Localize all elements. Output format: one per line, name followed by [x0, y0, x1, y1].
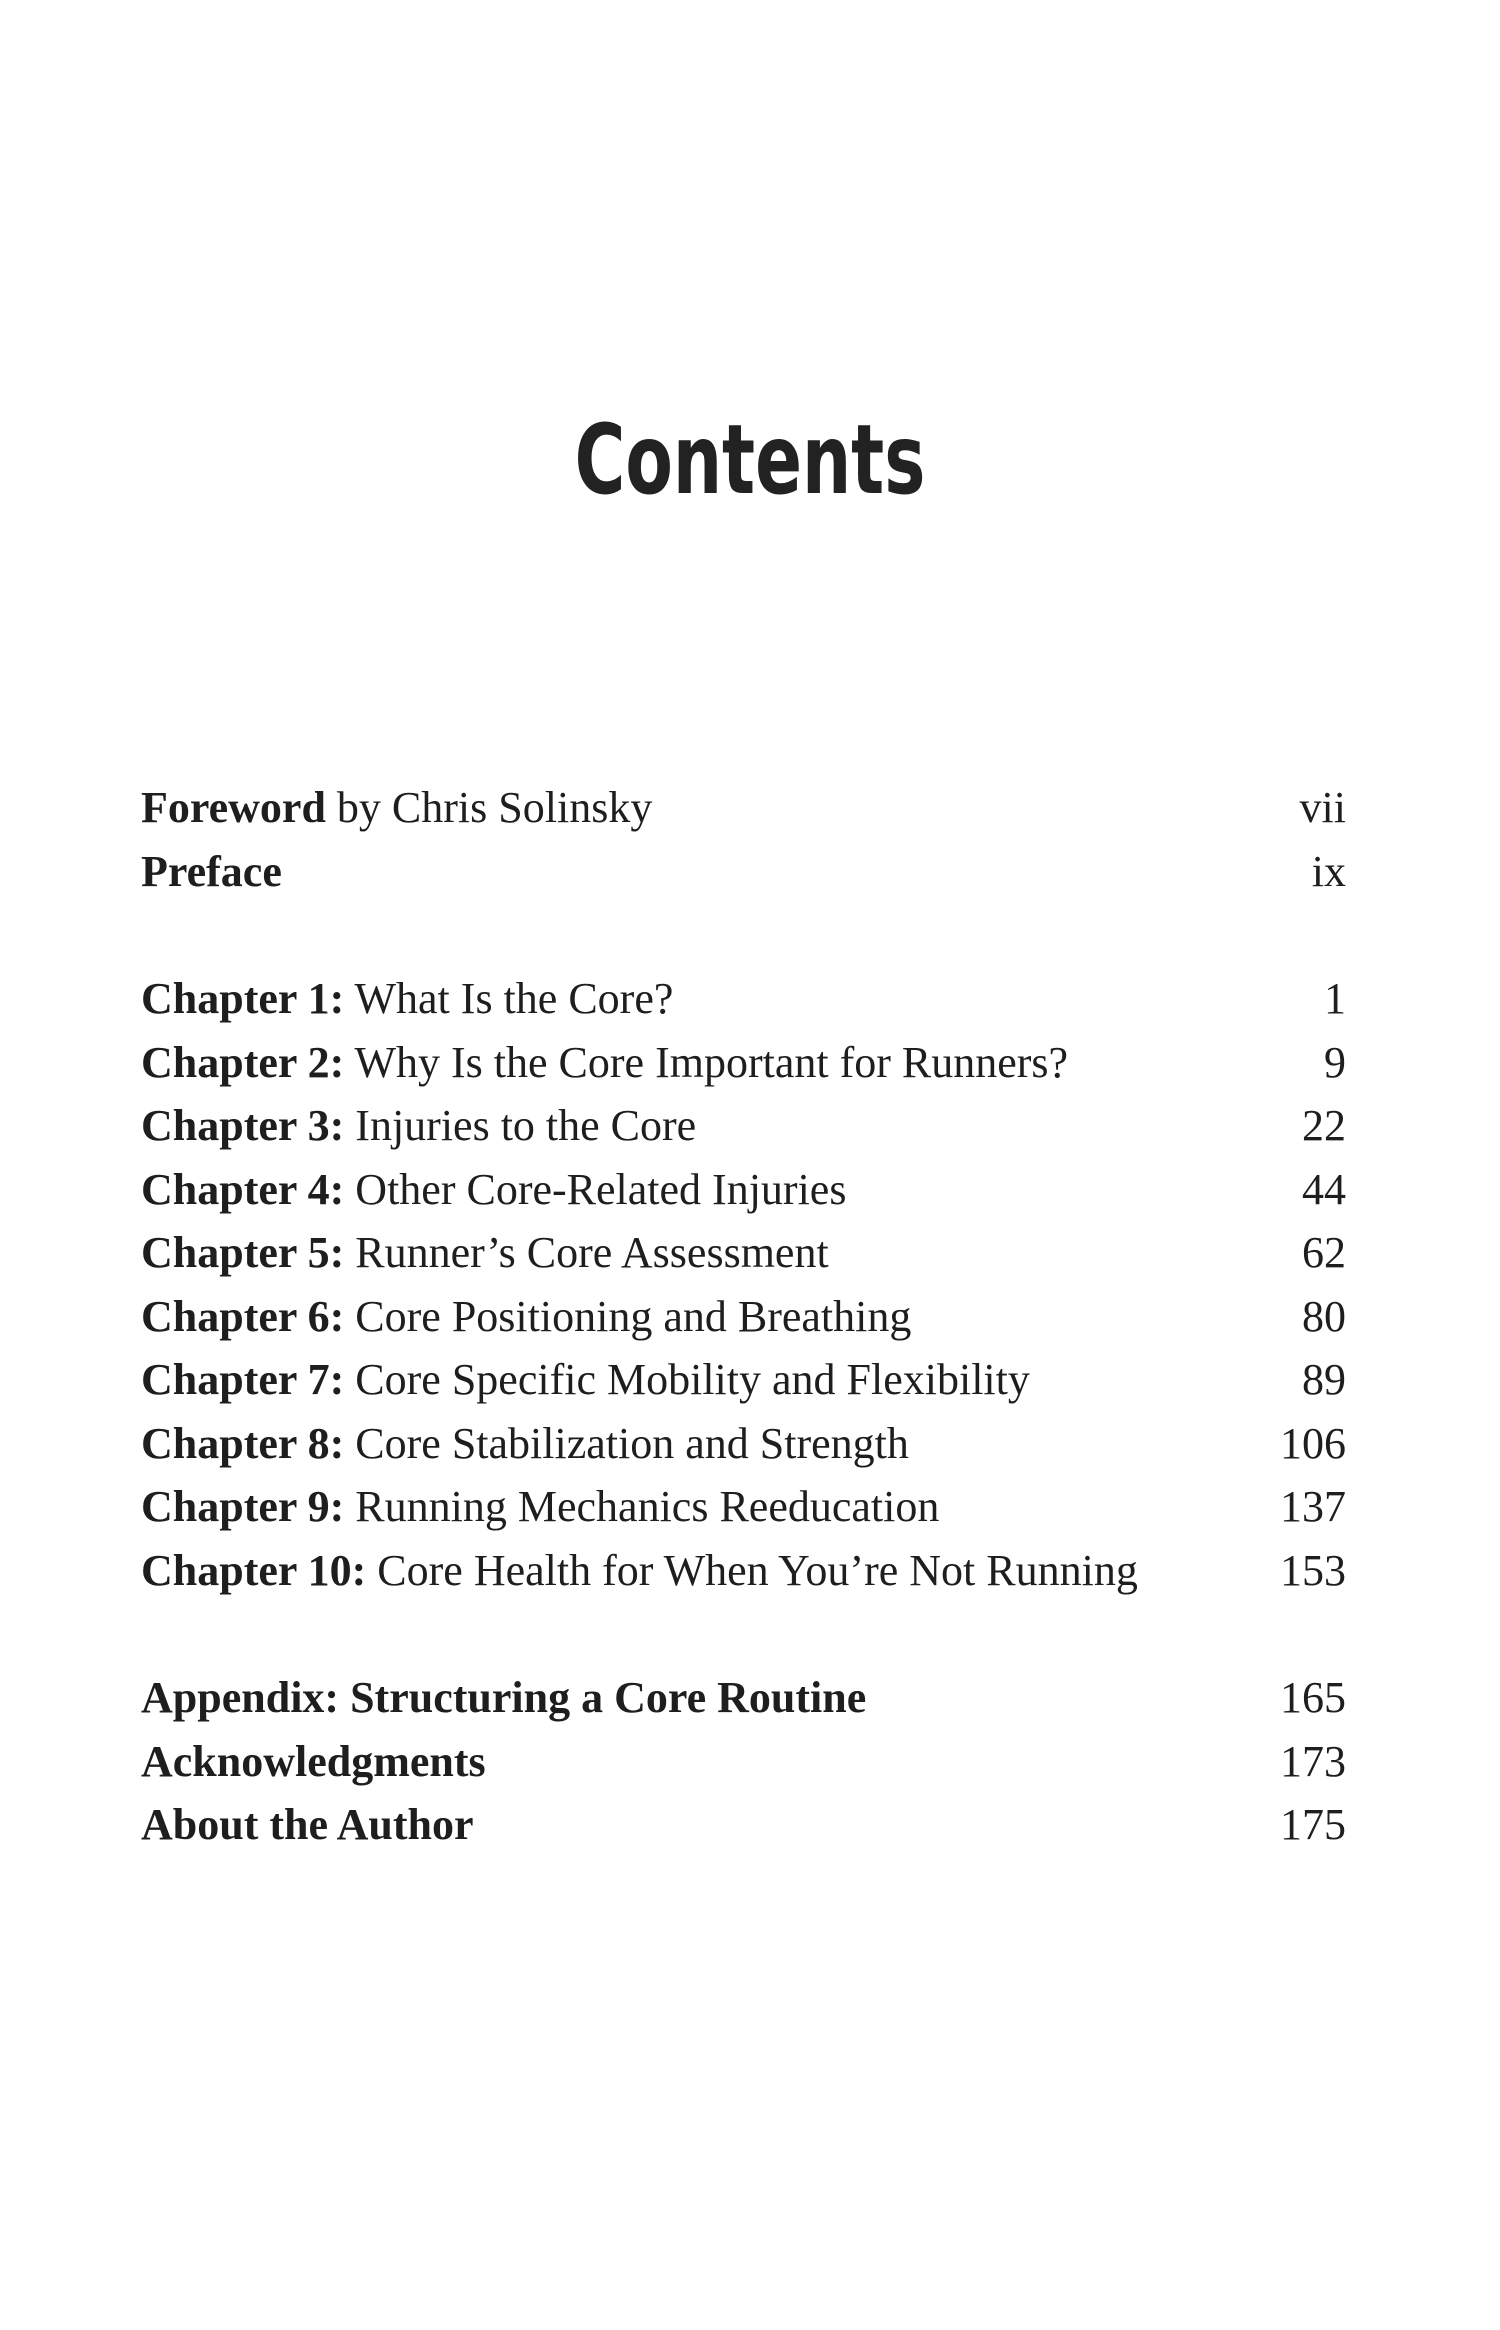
toc-entry-title: Running Mechanics Reeducation — [344, 1482, 940, 1531]
toc-entry-chapter-6[interactable] — [141, 1285, 1346, 1349]
toc-entry-label — [141, 1094, 696, 1158]
toc-entry-chapter-7[interactable] — [141, 1348, 1346, 1412]
toc-entry-label — [141, 967, 673, 1031]
toc-entry-label — [141, 1031, 1068, 1095]
toc-entry-label — [141, 1730, 486, 1794]
toc-entry-chapter-10[interactable] — [141, 1539, 1346, 1603]
toc-entry-label — [141, 1285, 911, 1349]
toc-entry-label — [141, 1412, 909, 1476]
toc-entry-appendix[interactable] — [141, 1666, 1346, 1730]
toc-page-number: 89 — [1302, 1355, 1346, 1404]
toc-entry-lead: Foreword — [141, 783, 326, 832]
toc-page-number: vii — [1299, 783, 1346, 832]
toc-entry-lead: Chapter 8: — [141, 1418, 345, 1468]
toc-entry-preface[interactable] — [141, 840, 1346, 904]
toc-entry-lead: Chapter 4: — [141, 1164, 345, 1214]
toc-entry-label — [141, 840, 282, 904]
toc-page-number: 165 — [1280, 1673, 1346, 1722]
toc-page-number: ix — [1311, 846, 1346, 896]
toc-entry-acknowledgments[interactable] — [141, 1730, 1346, 1794]
toc-entry-label — [141, 1158, 846, 1222]
toc-entry-title: Injuries to the Core — [344, 1101, 697, 1150]
page-title: Contents — [574, 404, 926, 516]
toc-entry-label — [141, 1793, 474, 1857]
toc-page-number: 1 — [1324, 974, 1346, 1023]
toc-entry-title: Core Specific Mobility and Flexibility — [344, 1355, 1030, 1404]
toc-entry-chapter-5[interactable] — [141, 1221, 1346, 1285]
toc-page-number: 173 — [1280, 1736, 1346, 1786]
toc-entry-lead: Chapter 3: — [141, 1101, 345, 1150]
toc-entry-title: Core Health for When You’re Not Running — [366, 1545, 1138, 1595]
toc-entry-lead: Chapter 10: — [141, 1545, 367, 1595]
toc-entry-label — [141, 1221, 829, 1285]
toc-entry-title: Why Is the Core Important for Runners? — [344, 1037, 1069, 1087]
toc-page-number: 80 — [1302, 1291, 1346, 1341]
toc-entry-chapter-8[interactable] — [141, 1412, 1346, 1476]
toc-entry-lead: Chapter 9: — [141, 1482, 345, 1531]
toc-entry-label — [141, 1475, 939, 1539]
toc-entry-chapter-9[interactable] — [141, 1475, 1346, 1539]
toc-entry-title: Core Stabilization and Strength — [344, 1418, 909, 1468]
toc-entry-lead: Chapter 2: — [141, 1037, 345, 1087]
toc-entry-about-the-author[interactable] — [141, 1793, 1346, 1857]
toc-entry-lead: Chapter 5: — [141, 1228, 345, 1277]
toc-page-number: 9 — [1324, 1037, 1346, 1087]
toc-entry-lead: Appendix: Structuring a Core Routine — [141, 1673, 867, 1722]
toc-page-number: 44 — [1302, 1164, 1346, 1214]
toc-page-number: 62 — [1302, 1228, 1346, 1277]
toc-page-number: 175 — [1280, 1800, 1346, 1849]
toc-entry-label — [141, 1348, 1030, 1412]
toc-entry-title: Other Core-Related Injuries — [344, 1164, 847, 1214]
toc-entry-label — [141, 1539, 1138, 1603]
toc-entry-lead: Acknowledgments — [141, 1736, 486, 1786]
toc-entry-lead: Chapter 1: — [141, 974, 345, 1023]
toc-entry-lead: Preface — [141, 846, 282, 896]
toc-entry-title: What Is the Core? — [344, 974, 674, 1023]
toc-entry-chapter-4[interactable] — [141, 1158, 1346, 1222]
toc-entry-title: Runner’s Core Assessment — [344, 1228, 829, 1277]
toc-entry-title: by Chris Solinsky — [325, 783, 653, 832]
toc-entry-chapter-1[interactable] — [141, 967, 1346, 1031]
toc-entry-chapter-3[interactable] — [141, 1094, 1346, 1158]
toc-entry-label — [141, 776, 652, 840]
toc-entry-lead: Chapter 6: — [141, 1291, 345, 1341]
toc-entry-lead: About the Author — [141, 1800, 474, 1849]
toc-entry-title: Core Positioning and Breathing — [344, 1291, 912, 1341]
toc-entry-chapter-2[interactable] — [141, 1031, 1346, 1095]
toc-entry-label — [141, 1666, 866, 1730]
toc-page-number: 137 — [1280, 1482, 1346, 1531]
table-of-contents — [141, 776, 1346, 1857]
toc-page-number: 22 — [1302, 1101, 1346, 1150]
toc-page-number: 106 — [1280, 1418, 1346, 1468]
toc-entry-foreword[interactable] — [141, 776, 1346, 840]
toc-page-number: 153 — [1280, 1545, 1346, 1595]
toc-entry-lead: Chapter 7: — [141, 1355, 345, 1404]
